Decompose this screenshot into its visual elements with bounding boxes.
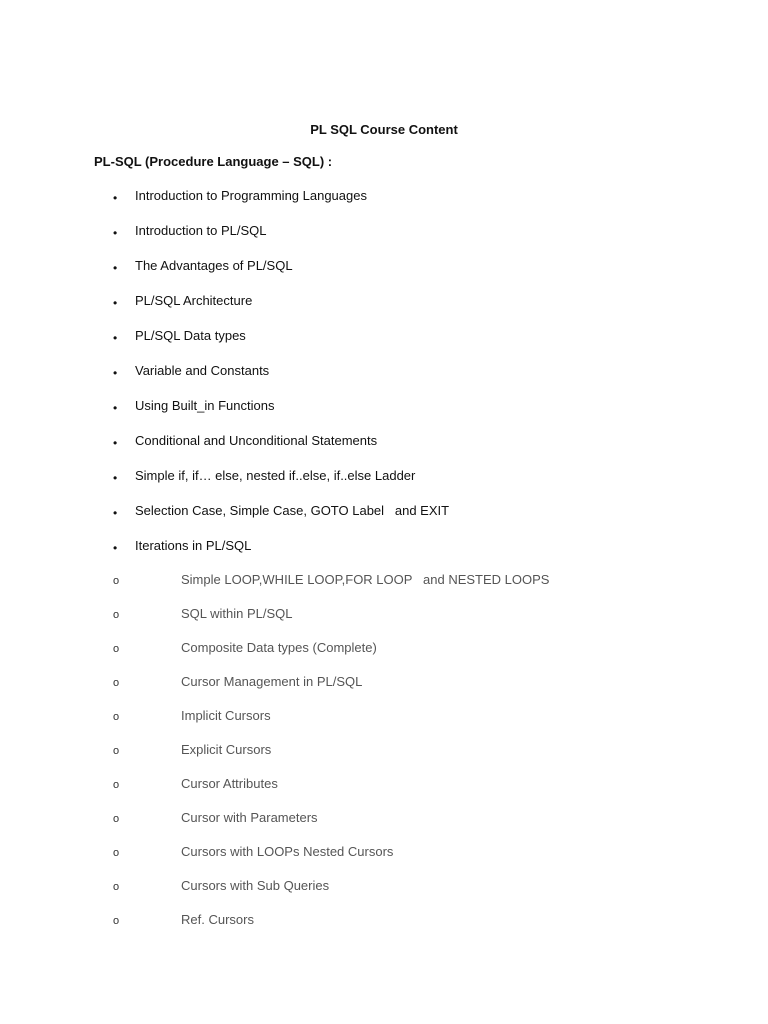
circle-bullet-icon: o: [113, 847, 120, 859]
sub-list-item: [0, 843, 768, 877]
list-item: [0, 257, 768, 292]
list-item-text: Iterations in PL/SQL: [135, 538, 252, 553]
list-item: [0, 222, 768, 257]
bullet-icon: •: [113, 541, 118, 555]
sub-list-item: [0, 809, 768, 843]
bullet-icon: •: [113, 191, 118, 205]
bullet-icon: •: [113, 506, 118, 520]
list-item-text: PL/SQL Data types: [135, 328, 246, 343]
list-item-text: Simple if, if… else, nested if..else, if..else Ladder: [135, 468, 416, 483]
circle-bullet-icon: o: [113, 881, 120, 893]
sub-list-item: [0, 673, 768, 707]
bullet-icon: •: [113, 226, 118, 240]
list-item: [0, 432, 768, 467]
sub-list-item-text: Cursor with Parameters: [181, 810, 318, 825]
bullet-icon: •: [113, 296, 118, 310]
sub-list-item-text: Cursor Management in PL/SQL: [181, 674, 363, 689]
list-item-text: The Advantages of PL/SQL: [135, 258, 293, 273]
list-item: [0, 187, 768, 222]
sub-list: [0, 571, 768, 945]
sub-list-item: [0, 571, 768, 605]
bullet-icon: •: [113, 471, 118, 485]
list-item: [0, 502, 768, 537]
circle-bullet-icon: o: [113, 745, 120, 757]
sub-list-item: [0, 639, 768, 673]
bullet-list: [0, 187, 768, 572]
circle-bullet-icon: o: [113, 779, 120, 791]
sub-list-item: [0, 605, 768, 639]
bullet-icon: •: [113, 331, 118, 345]
sub-list-item: [0, 775, 768, 809]
sub-list-item-text: Implicit Cursors: [181, 708, 271, 723]
list-item-text: Selection Case, Simple Case, GOTO Label and EXIT: [135, 503, 450, 518]
list-item: [0, 397, 768, 432]
sub-list-item-text: Ref. Cursors: [181, 912, 254, 927]
bullet-icon: •: [113, 401, 118, 415]
list-item-text: PL/SQL Architecture: [135, 293, 253, 308]
list-item-text: Introduction to Programming Languages: [135, 188, 367, 203]
list-item-text: Introduction to PL/SQL: [135, 223, 267, 238]
list-item-text: Using Built_in Functions: [135, 398, 275, 413]
sub-list-item: [0, 741, 768, 775]
sub-list-item-text: Cursor Attributes: [181, 776, 278, 791]
document-title: PL SQL Course Content: [310, 122, 458, 137]
circle-bullet-icon: o: [113, 609, 120, 621]
sub-list-item: [0, 911, 768, 945]
sub-list-item-text: Cursors with Sub Queries: [181, 878, 330, 893]
circle-bullet-icon: o: [113, 915, 120, 927]
bullet-icon: •: [113, 436, 118, 450]
sub-list-item-text: SQL within PL/SQL: [181, 606, 293, 621]
list-item-text: Conditional and Unconditional Statements: [135, 433, 378, 448]
list-item-text: Variable and Constants: [135, 363, 270, 378]
list-item: [0, 362, 768, 397]
circle-bullet-icon: o: [113, 575, 120, 587]
circle-bullet-icon: o: [113, 711, 120, 723]
sub-list-item-text: Explicit Cursors: [181, 742, 272, 757]
sub-list-item-text: Cursors with LOOPs Nested Cursors: [181, 844, 394, 859]
list-item: [0, 327, 768, 362]
circle-bullet-icon: o: [113, 643, 120, 655]
sub-list-item: [0, 877, 768, 911]
sub-list-item-text: Composite Data types (Complete): [181, 640, 377, 655]
section-heading: PL-SQL (Procedure Language – SQL) :: [94, 154, 333, 169]
bullet-icon: •: [113, 261, 118, 275]
bullet-icon: •: [113, 366, 118, 380]
list-item: [0, 537, 768, 572]
circle-bullet-icon: o: [113, 677, 120, 689]
circle-bullet-icon: o: [113, 813, 120, 825]
sub-list-item-text: Simple LOOP,WHILE LOOP,FOR LOOP and NESTED LOOPS: [181, 572, 550, 587]
list-item: [0, 467, 768, 502]
sub-list-item: [0, 707, 768, 741]
list-item: [0, 292, 768, 327]
